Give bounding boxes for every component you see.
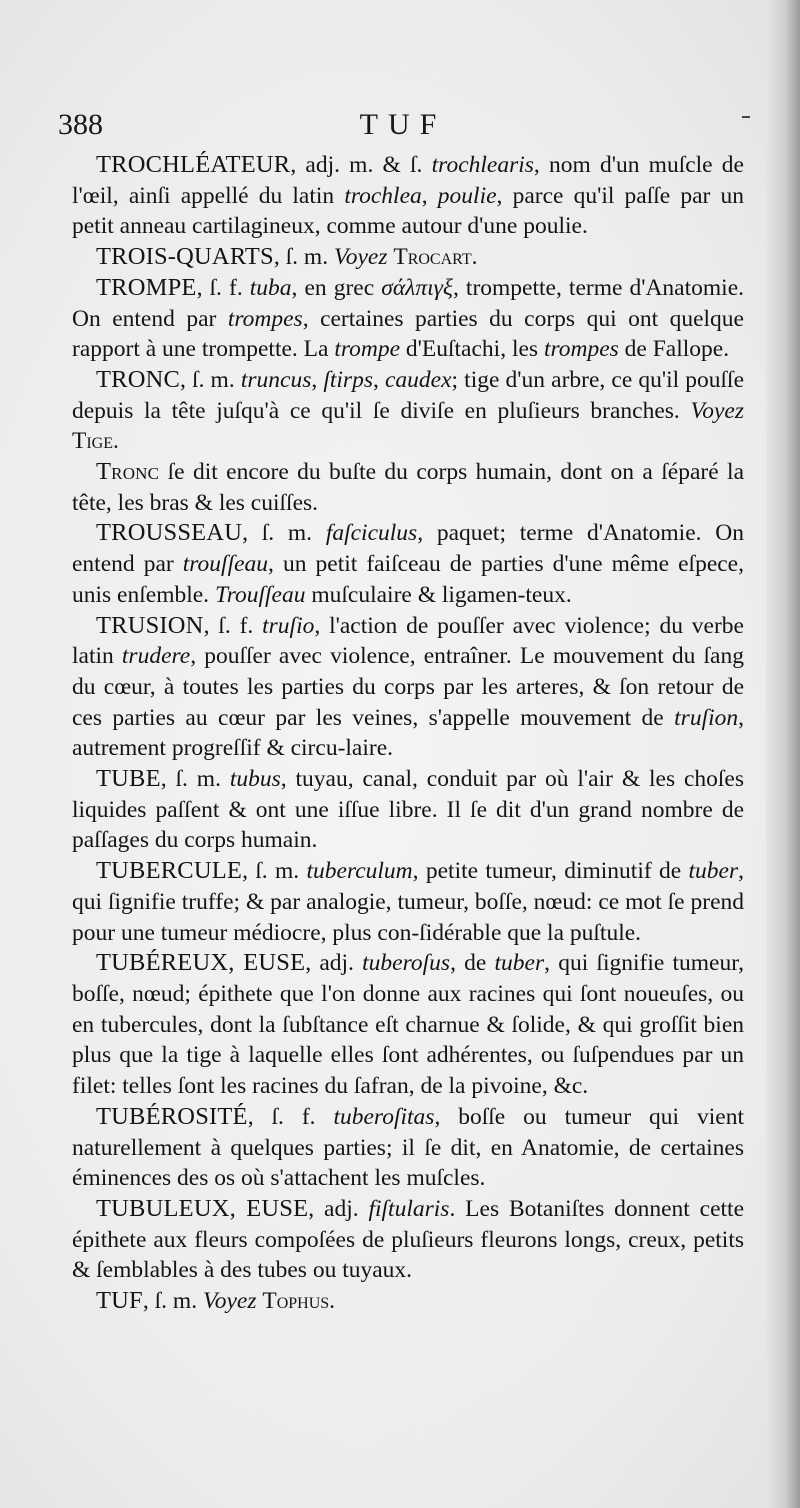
- dictionary-entry: [72, 1102, 744, 1194]
- entry-italic-term: ſtirps: [323, 366, 373, 393]
- entry-italic-term: Voyez: [690, 397, 744, 424]
- entry-text: ,: [311, 366, 324, 393]
- dictionary-entry: [72, 764, 744, 856]
- entry-text: , pouſſer avec violence, entraîner. Le mouvement du ſang du cœur, à toutes les parties du corps par les arteres, & ſon retour de ces parties au cœur par les veines, s'appelle mouvement de: [72, 643, 744, 731]
- entry-headword: TUBERCULE: [96, 857, 243, 885]
- entry-text: , nom d'un muſcle de l'œil, ainſi appellé du latin: [72, 152, 744, 209]
- entry-text: , trompette, terme d'Anatomie. On entend par: [72, 274, 745, 332]
- dictionary-entry: [72, 365, 744, 457]
- entry-headword: Tronc: [96, 458, 160, 486]
- dictionary-entry: [72, 611, 744, 765]
- entry-text: ſe dit encore du buſte du corps humain, dont on a ſéparé la tête, les bras & les cuiſſes.: [72, 459, 744, 516]
- entry-text: , ſ. m.: [180, 366, 241, 393]
- entry-text: , certaines parties du corps qui ont quelque rapport à une trompette. La: [72, 305, 744, 363]
- entry-italic-term: trompes: [227, 305, 303, 332]
- entry-headword: TROUSSEAU: [96, 519, 243, 547]
- entry-headword: TUBÉROSITÉ: [96, 1102, 248, 1130]
- entry-text: , paquet; terme d'Anatomie. On entend par: [72, 520, 744, 578]
- entry-italic-term: tubus: [229, 766, 281, 793]
- entry-italic-term: trochlearis: [431, 152, 534, 178]
- dictionary-entry: [72, 150, 744, 242]
- entry-headword: TUF: [96, 1287, 143, 1315]
- dictionary-entry: [72, 273, 744, 365]
- entry-italic-term: σάλπιγξ: [381, 274, 453, 301]
- entry-headword: TROMPE: [96, 273, 197, 301]
- entry-italic-term: Voyez: [202, 1288, 257, 1315]
- page-gutter-shadow: [766, 0, 800, 1508]
- entry-text: de Fallope.: [618, 336, 730, 363]
- entry-text: , petite tumeur, diminutif de: [412, 858, 689, 885]
- entry-text: , en grec: [291, 274, 382, 301]
- entry-text: , un petit faiſceau de parties d'une même eſpece, unis enſemble.: [72, 551, 744, 608]
- entry-headword: TUBÉREUX, EUSE: [96, 949, 306, 977]
- entry-italic-term: truſio: [262, 612, 315, 639]
- entry-italic-term: tuberculum: [306, 858, 413, 885]
- entry-italic-term: poulie: [437, 182, 497, 209]
- entry-text: muſculaire & ligamen-teux.: [305, 581, 572, 608]
- entry-italic-term: trouſſeau: [182, 551, 269, 578]
- page-header: [58, 108, 748, 148]
- entry-text: ,: [372, 366, 385, 393]
- entry-cross-reference: Tige: [72, 428, 114, 455]
- entry-italic-term: trompes: [543, 336, 619, 363]
- dictionary-entry: [72, 856, 744, 948]
- entry-text: , ſ. m.: [242, 858, 307, 885]
- entry-text: , ſ. f.: [203, 612, 263, 639]
- entry-text: , boſſe ou tumeur qui vient naturellement à quelques parties; il ſe dit, en Anatomie, de certaines éminences des os où s'attachent les muſcles.: [72, 1103, 744, 1192]
- running-head: TUF: [359, 108, 447, 141]
- entry-headword: TRONC: [96, 365, 181, 393]
- entry-text: , adj.: [305, 950, 363, 977]
- entry-text: , adj.: [308, 1195, 369, 1222]
- page-number: 388: [58, 108, 103, 141]
- entry-text: ,: [421, 182, 438, 209]
- entry-italic-term: tuberoſus: [362, 950, 451, 977]
- dictionary-entry: [72, 1286, 744, 1317]
- entry-cross-reference: Trocart: [393, 244, 472, 271]
- dictionary-entries: [72, 150, 744, 1317]
- entry-italic-term: tuber: [494, 950, 545, 977]
- entry-text: , ſ. f.: [247, 1103, 334, 1130]
- entry-text: , ſ. m.: [273, 244, 334, 271]
- entry-text: , autrement progreſſif & circu-laire.: [72, 704, 744, 762]
- entry-text: d'Euſtachi, les: [400, 336, 544, 363]
- entry-text: .: [113, 428, 119, 455]
- entry-headword: TROIS-QUARTS: [96, 243, 274, 271]
- dictionary-entry: [72, 948, 744, 1102]
- entry-italic-term: truncus: [240, 366, 312, 393]
- entry-italic-term: tuber: [688, 858, 739, 885]
- entry-italic-term: trudere: [121, 643, 191, 670]
- entry-text: , l'action de pouſſer avec violence; du verbe latin: [72, 612, 744, 670]
- entry-text: , adj. m. & ſ.: [290, 152, 432, 178]
- entry-italic-term: tuba: [249, 274, 292, 301]
- entry-italic-term: trochlea: [344, 182, 422, 209]
- dictionary-entry: [72, 518, 744, 610]
- entry-text: , de: [450, 950, 495, 977]
- entry-text: , parce qu'il paſſe par un petit anneau cartilagineux, comme autour d'une poulie.: [72, 182, 745, 240]
- entry-italic-term: truſion: [674, 704, 739, 731]
- entry-italic-term: tuberoſitas: [333, 1103, 435, 1130]
- entry-cross-reference: Tophus: [262, 1288, 330, 1315]
- dictionary-entry: [72, 242, 744, 273]
- entry-headword: TUBE: [96, 765, 161, 793]
- entry-headword: TUBULEUX, EUSE: [96, 1194, 309, 1222]
- entry-text: .: [329, 1288, 336, 1315]
- entry-italic-term: fiſtularis: [368, 1195, 450, 1222]
- entry-text: . Les Botaniſtes donnent cette épithete aux fleurs compoſées de pluſieurs fleurons longs, creux, petits & ſemblables à des tubes ou tuyaux.: [72, 1195, 745, 1284]
- entry-italic-term: faſciculus: [325, 520, 418, 547]
- entry-italic-term: Trouſſeau: [214, 581, 306, 608]
- entry-italic-term: trompe: [334, 336, 401, 363]
- entry-text: , ſ. f.: [196, 274, 250, 301]
- entry-text: , qui ſignifie truffe; & par analogie, tumeur, boſſe, nœud: ce mot ſe prend pour une tumeur médiocre, plus con-ſidérable que la puſtule.: [72, 858, 744, 946]
- entry-text: , ſ. m.: [242, 520, 326, 547]
- entry-text: , ſ. m.: [142, 1288, 203, 1315]
- entry-italic-term: Voyez: [333, 244, 388, 271]
- entry-italic-term: caudex: [384, 366, 452, 393]
- dictionary-entry: [72, 1194, 744, 1286]
- dictionary-entry: [72, 457, 744, 518]
- entry-text: , ſ. m.: [160, 766, 230, 793]
- entry-text: , tuyau, canal, conduit par où l'air & les choſes liquides paſſent & ont une iſſue libre. Il ſe dit d'un grand nombre de paſſages du corps humain.: [72, 766, 744, 854]
- entry-headword: TRUSION: [96, 611, 204, 639]
- entry-headword: TROCHLÉATEUR: [96, 151, 291, 178]
- entry-text: .: [471, 244, 478, 271]
- entry-text: ; tige d'un arbre, ce qu'il pouſſe depuis la tête juſqu'à ce qu'il ſe diviſe en pluſieurs branches.: [72, 366, 745, 424]
- entry-text: , qui ſignifie tumeur, boſſe, nœud; épithete que l'on donne aux racines qui ſont noueuſes, ou en tubercules, dont la ſubſtance eſt charnue & ſolide, & qui groſſit bien plus que la tige à laquelle elles ſont adhérentes, ou ſuſpendues par un filet: telles ſont les racines du ſafran, de la pivoine, &c.: [72, 950, 744, 1100]
